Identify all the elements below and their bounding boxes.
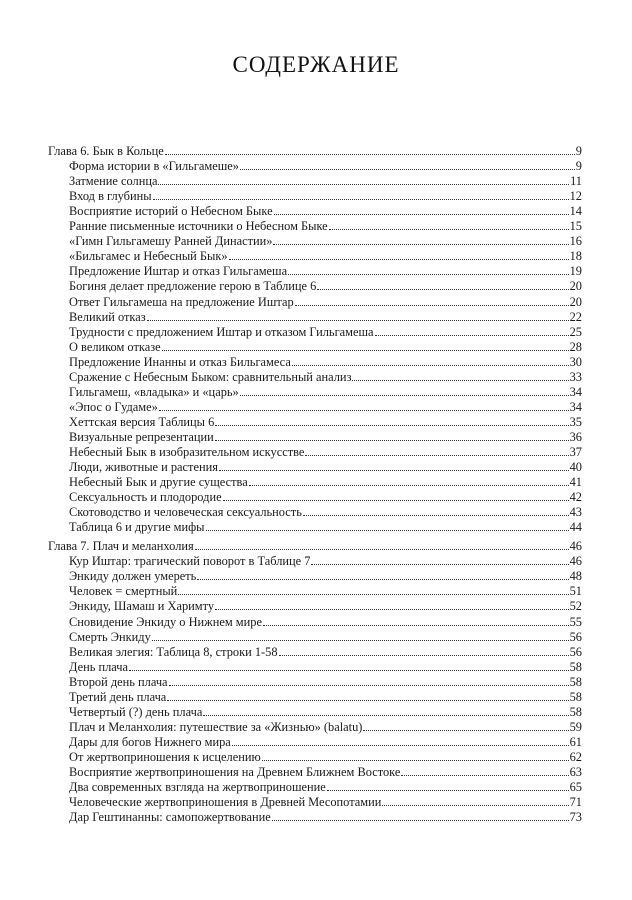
page-number: 9 [575,144,582,159]
section-title: Ответ Гильгамеша на предложение Иштар [69,294,294,309]
section-title: О великом отказе [69,339,161,354]
dot-leader [311,564,568,565]
toc-section-entry [48,399,582,414]
toc-section-entry [48,613,582,628]
section-title: «Эпос о Гудаме» [69,399,158,414]
page-number: 65 [569,780,582,795]
section-title: Небесный Бык и другие существа [69,475,248,490]
dot-leader [303,515,569,516]
chapter-title: Глава 7. Плач и меланхолия [48,539,194,554]
dot-leader [178,594,568,595]
toc-section-entry [48,809,582,824]
dot-leader [327,790,569,791]
section-title: Два современных взгляда на жертвоприношение [69,780,326,795]
section-title: Великий отказ [69,309,146,324]
toc-section-entry [48,504,582,519]
section-title: Трудности с предложением Иштар и отказом Гильгамеша [69,324,374,339]
chapter-block [48,143,582,534]
section-title: Плач и Меланхолия: путешествие за «Жизнью» (balatu) [69,719,363,734]
toc-section-entry [48,704,582,719]
toc-section-entry [48,734,582,749]
section-title: Человек = смертный [69,584,178,599]
toc-section-entry [48,173,582,188]
toc-section-entry [48,474,582,489]
toc-section-entry [48,489,582,504]
toc-section-entry [48,429,582,444]
page-number: 52 [569,599,582,614]
toc-chapter-entry [48,143,582,158]
section-title: Таблица 6 и другие мифы [69,520,205,535]
page-title: СОДЕРЖАНИЕ [232,52,400,77]
page-number: 48 [569,569,582,584]
page-number: 62 [569,749,582,764]
section-title: Дар Гештинанны: самопожертвование [69,810,271,825]
section-title: От жертвоприношения к исцелению [69,749,261,764]
page-number: 56 [569,629,582,644]
section-title: Сексуальность и плодородие [69,490,222,505]
section-title: «Бильгамес и Небесный Бык» [69,249,228,264]
toc-section-entry [48,659,582,674]
section-title: Визуальные репрезентации [69,429,214,444]
page-number: 18 [569,249,582,264]
section-title: Вход в глубины [69,189,152,204]
dot-leader [152,640,569,641]
dot-leader [382,805,568,806]
dot-leader [263,625,569,626]
dot-leader [274,214,569,215]
section-title: Восприятие жертвоприношения на Древнем Ближнем Востоке [69,764,401,779]
page-number: 30 [569,354,582,369]
chapter-block [48,538,582,824]
toc-section-entry [48,519,582,534]
toc-section-entry [48,568,582,583]
page-number: 33 [569,369,582,384]
section-title: Сновидение Энкиду о Нижнем мире [69,614,262,629]
toc-section-entry [48,293,582,308]
section-title: «Гимн Гильгамешу Ранней Династии» [69,234,273,249]
page-number: 35 [569,414,582,429]
page-number: 58 [569,674,582,689]
page-number: 58 [569,689,582,704]
page-number: 73 [569,810,582,825]
toc-section-entry [48,444,582,459]
section-title: Восприятие историй о Небесном Быке [69,204,273,219]
dot-leader [292,365,569,366]
page-number: 34 [569,384,582,399]
dot-leader [167,700,568,701]
toc-section-entry [48,233,582,248]
dot-leader [159,410,569,411]
page-number: 42 [569,490,582,505]
page-number: 28 [569,339,582,354]
page-number: 71 [569,795,582,810]
dot-leader [219,470,569,471]
dot-leader [329,229,569,230]
section-title: Смерть Энкиду [69,629,151,644]
page-number: 40 [569,460,582,475]
toc-section-entry [48,218,582,233]
page-number: 25 [569,324,582,339]
dot-leader [317,289,568,290]
dot-leader [295,305,569,306]
dot-leader [232,745,569,746]
dot-leader [162,350,569,351]
page-number: 59 [569,719,582,734]
dot-leader [401,775,568,776]
dot-leader [240,395,569,396]
page-number: 12 [569,189,582,204]
toc-section-entry [48,278,582,293]
section-title: Хеттская версия Таблицы 6 [69,414,215,429]
dot-leader [129,670,569,671]
dot-leader [352,380,568,381]
dot-leader [158,184,569,185]
section-title: Человеческие жертвоприношения в Древней Месопотамии [69,795,382,810]
section-title: Энкиду, Шамаш и Харимту [69,599,215,614]
toc-section-entry [48,248,582,263]
toc-section-entry [48,764,582,779]
dot-leader [169,685,569,686]
toc-section-entry [48,414,582,429]
page-number: 19 [569,264,582,279]
toc-section-entry [48,339,582,354]
toc-chapter-entry [48,538,582,553]
page-number: 20 [569,294,582,309]
page-number: 11 [570,174,582,189]
section-title: День плача [69,659,129,674]
toc-section-entry [48,779,582,794]
dot-leader [375,335,569,336]
section-title: Третий день плача [69,689,167,704]
section-title: Небесный Бык в изобразительном искусстве [69,444,305,459]
toc-section-entry [48,203,582,218]
page-number: 46 [569,539,582,554]
dot-leader [197,579,568,580]
page-number: 22 [569,309,582,324]
page-number: 20 [569,279,582,294]
toc-section-entry [48,384,582,399]
dot-leader [272,820,569,821]
chapter-title: Глава 6. Бык в Кольце [48,144,164,159]
dot-leader [273,244,568,245]
dot-leader [305,455,568,456]
toc-section-entry [48,553,582,568]
page-number: 58 [569,704,582,719]
table-of-contents [48,143,582,824]
dot-leader [203,715,568,716]
section-title: Дары для богов Нижнего мира [69,734,231,749]
toc-section-entry [48,354,582,369]
page-number: 51 [569,584,582,599]
section-title: Энкиду должен умереть [69,569,197,584]
dot-leader [223,500,569,501]
toc-section-entry [48,674,582,689]
dot-leader [288,274,569,275]
toc-section-entry [48,689,582,704]
dot-leader [215,609,569,610]
dot-leader [249,485,569,486]
page-number: 61 [569,734,582,749]
section-title: Гильгамеш, «владыка» и «царь» [69,384,239,399]
dot-leader [240,169,575,170]
page-number: 46 [569,554,582,569]
toc-section-entry [48,719,582,734]
toc-section-entry [48,794,582,809]
section-title: Форма истории в «Гильгамеше» [69,159,239,174]
dot-leader [262,760,569,761]
page-number: 41 [569,475,582,490]
toc-section-entry [48,459,582,474]
toc-section-entry [48,188,582,203]
page-number: 58 [569,659,582,674]
section-title: Сражение с Небесным Быком: сравнительный анализ [69,369,352,384]
section-title: Люди, животные и растения [69,460,218,475]
toc-section-entry [48,749,582,764]
toc-section-entry [48,369,582,384]
page-number: 63 [569,764,582,779]
dot-leader [229,259,569,260]
section-title: Затмение солнца [69,174,158,189]
toc-section-entry [48,629,582,644]
section-title: Второй день плача [69,674,168,689]
toc-section-entry [48,598,582,613]
page-number: 55 [569,614,582,629]
toc-section-entry [48,158,582,173]
toc-section-entry [48,583,582,598]
section-title: Скотоводство и человеческая сексуальность [69,505,302,520]
dot-leader [147,320,569,321]
page-number: 44 [569,520,582,535]
toc-section-entry [48,324,582,339]
section-title: Богиня делает предложение герою в Таблице 6 [69,279,317,294]
dot-leader [215,425,568,426]
page-number: 15 [569,219,582,234]
page-number: 14 [569,204,582,219]
dot-leader [165,154,575,155]
page-number: 36 [569,429,582,444]
section-title: Ранние письменные источники о Небесном Быке [69,219,328,234]
toc-section-entry [48,309,582,324]
dot-leader [215,440,569,441]
section-title: Великая элегия: Таблица 8, строки 1-58 [69,644,278,659]
section-title: Четвертый (?) день плача [69,704,203,719]
page-number: 16 [569,234,582,249]
dot-leader [363,730,568,731]
dot-leader [206,530,569,531]
section-title: Предложение Иштар и отказ Гильгамеша [69,264,288,279]
page-number: 56 [569,644,582,659]
toc-section-entry [48,263,582,278]
toc-section-entry [48,644,582,659]
dot-leader [195,549,569,550]
dot-leader [153,199,569,200]
section-title: Кур Иштар: трагический поворот в Таблице 7 [69,554,311,569]
section-title: Предложение Инанны и отказ Бильгамеса [69,354,291,369]
page-number: 37 [569,444,582,459]
dot-leader [279,655,569,656]
page-number: 9 [575,159,582,174]
page-number: 43 [569,505,582,520]
page-number: 34 [569,399,582,414]
